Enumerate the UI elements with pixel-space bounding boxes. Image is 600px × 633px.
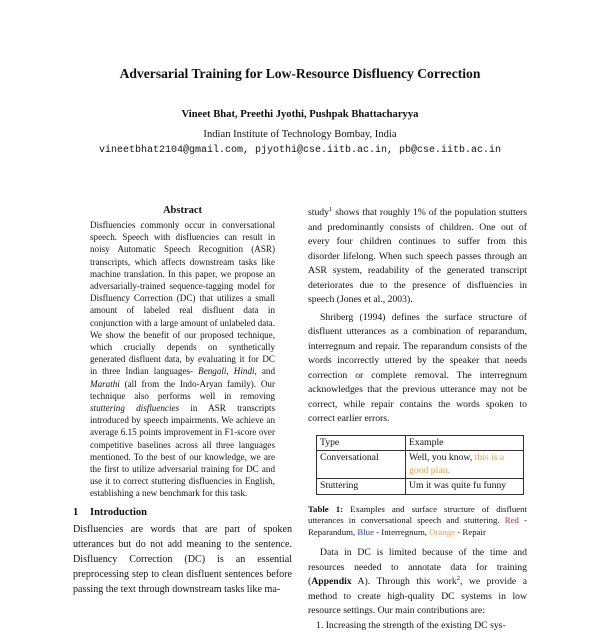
- table-row: [317, 451, 524, 479]
- example-repair: this is a good plan.: [409, 452, 505, 476]
- left-column: [73, 205, 292, 597]
- table-header-row: [317, 435, 524, 451]
- text: shows that roughly 1% of the population stutters and predominantly consists of children. One out of every four children continues to suffer from this disorder lifelong. When such speech passes through an ASR system, readability of the generated transcript deteriorates due to the presence of disfluencies in speech (Jones et al., 2003).: [308, 207, 527, 305]
- abstract-text-2: (all from the Indo-Aryan family). Our technique also performs well in removing: [90, 378, 275, 401]
- table-cell-example: Um it was quite fu funny: [406, 479, 524, 495]
- paragraph-study: [308, 206, 527, 308]
- section-heading-introduction: [73, 507, 292, 518]
- caption-text: - Repair: [455, 526, 486, 537]
- paragraph-data: [308, 546, 527, 619]
- section-number: 1: [73, 506, 79, 518]
- caption-text: - Interregnum,: [373, 526, 430, 537]
- text: A). Through this work: [351, 576, 457, 588]
- paper-title: Adversarial Training for Low-Resource Disfluency Correction: [119, 66, 481, 81]
- lang-marathi: Marathi: [90, 378, 120, 389]
- caption-label: Table 1:: [308, 503, 344, 514]
- text: study: [308, 207, 329, 218]
- caption-text: - Reparandum,: [308, 515, 527, 537]
- table-row: [317, 479, 524, 495]
- appendix-ref: Appendix: [311, 576, 352, 588]
- stuttering-term: stuttering disfluencies: [90, 403, 180, 414]
- abstract-text-3: in ASR transcripts introduced by speech impairments. We achieve an average 6.15 points improvement in F1-score over competitive baselines across all three languages mentioned. To the best of our knowledge, we are the first to utilize adversarial training for DC and use it to correct stuttering disfluencies in English, establishing a new benchmark for this task.: [90, 403, 275, 499]
- table-header: Example: [406, 435, 524, 451]
- emails: vineetbhat2104@gmail.com, pjyothi@cse.iitb.ac.in, pb@cse.iitb.ac.in: [98, 145, 502, 156]
- section-title: Introduction: [90, 506, 147, 518]
- table-cell-example: [406, 451, 524, 479]
- authors: Vineet Bhat, Preethi Jyothi, Pushpak Bhattacharyya: [181, 109, 419, 120]
- caption-orange: Orange: [429, 526, 456, 537]
- affiliation: Indian Institute of Technology Bombay, India: [203, 129, 397, 140]
- caption-red: Red: [504, 515, 519, 526]
- table-cell-type: Stuttering: [317, 479, 406, 495]
- abstract-text-1: Disfluencies commonly occur in conversational speech. Speech with disfluencies can result in noisy Automatic Speech Recognition (ASR) transcripts, which affects downstream tasks like machine translation. In this paper, we propose an adversarially-trained sequence-tagging model for Disfluency Correction (DC) that utilizes a small amount of labeled real disfluent data in conjunction with a large amount of unlabeled data. We show the benefit of our proposed technique, which crucially depends on synthetically generated disfluent data, by evaluating it for DC in three Indian languages-: [90, 220, 275, 377]
- contribution-item: 1. Increasing the strength of the existing DC sys-: [316, 619, 506, 631]
- table-caption: [308, 504, 527, 538]
- paragraph-shriberg: Shriberg (1994) defines the surface structure of disfluent utterances as a combination of reparandum, interregnum and repair. The reparandum consists of the words incorrectly uttered by the speaker that needs correction or complete removal. The interregnum acknowledges that the previous utterance may not be correct, while repair contains the words spoken to correct earlier errors.: [308, 311, 527, 424]
- abstract-body: [90, 219, 275, 500]
- caption-blue: Blue: [357, 526, 374, 537]
- text: Data in DC is limited because of the time and resources needed to annotate data for training (: [308, 547, 527, 588]
- lang-bengali: Bengali: [198, 366, 227, 377]
- abstract-heading: Abstract: [162, 205, 203, 216]
- intro-paragraph: Disfluencies are words that are part of spoken utterances but do not add meaning to the sentence. Disfluency Correction (DC) is an essential preprocessing step to clean disfluent sentences before passing the text through downstream tasks like ma-: [73, 523, 292, 595]
- example-table: [316, 435, 524, 495]
- lang-hindi: Hindi: [233, 366, 255, 377]
- footnote-mark: 1: [329, 205, 333, 213]
- table-cell-type: Conversational: [317, 451, 406, 479]
- example-interregnum: Well, you know,: [409, 452, 475, 464]
- text: , we provide a method to create high-quality DC systems in low resource settings. Our main contributions are:: [308, 576, 527, 617]
- sep: , and: [254, 366, 275, 377]
- table-header: Type: [317, 435, 406, 451]
- footnote-mark: 2: [456, 574, 460, 582]
- right-column: [308, 206, 527, 633]
- caption-text: Examples and surface structure of disfluent utterances in conversational speech and stuttering.: [308, 503, 527, 526]
- sep: ,: [226, 366, 234, 377]
